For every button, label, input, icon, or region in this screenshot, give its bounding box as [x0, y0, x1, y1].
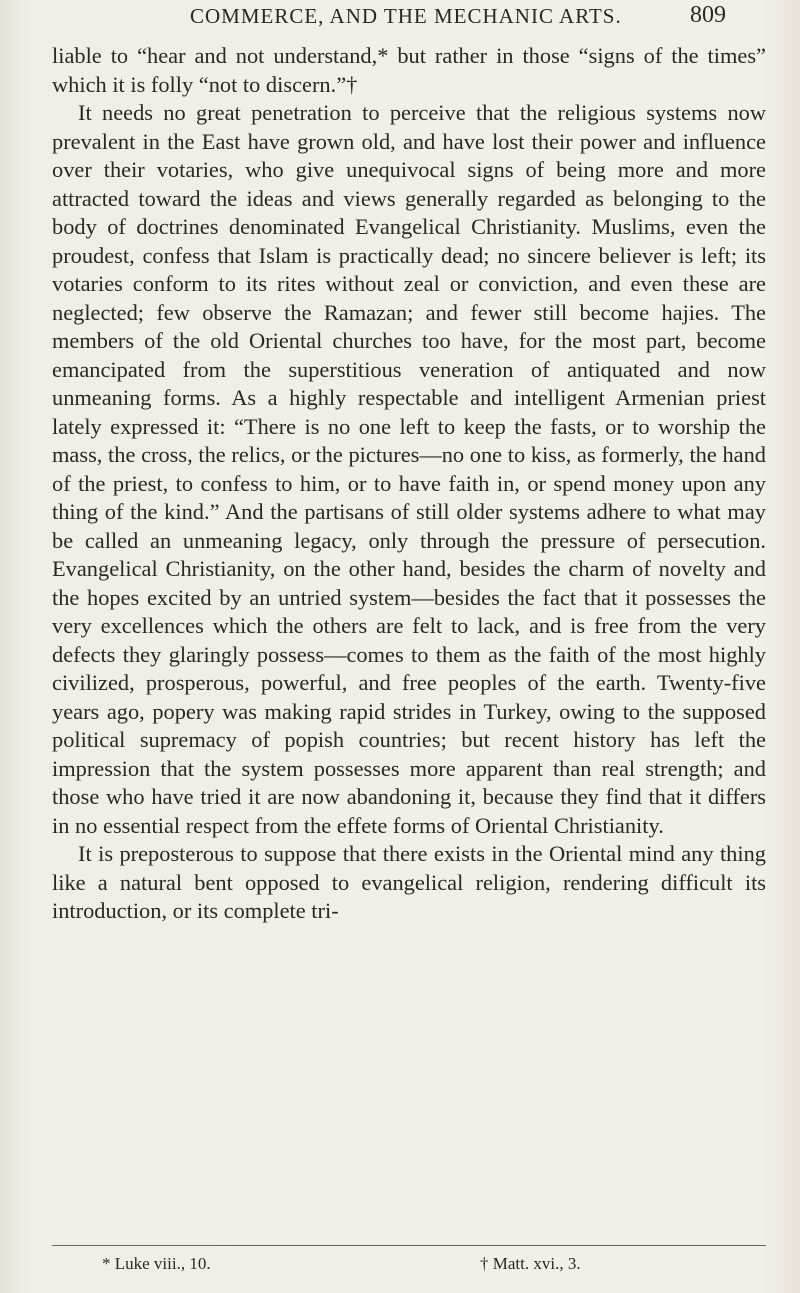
footnote-matthew: † Matt. xvi., 3.	[480, 1254, 581, 1273]
paragraph-eastern-religions: It needs no great penetration to perceive that the religious systems now prevalent in the East have grown old, and have lost their power and influence over their votaries, who give unequivocal signs of being more and more attracted toward the ideas and views generally regarded as belonging to the body of doctrines denominated Evangelical Christianity. Muslims, even the proudest, confess that Islam is practically dead; no sincere believer is left; its votaries conform to its rites without zeal or conviction, and even these are neglected; few observe the Ramazan; and fewer still become hajies. The members of the old Oriental churches too have, for the most part, become emancipated from the superstitious veneration of antiquated and now unmeaning forms. As a highly respectable and intelligent Armenian priest lately expressed it: “There is no one left to keep the fasts, or to worship the mass, the cross, the relics, or the pictures—no one to kiss, as formerly, the hand of the priest, to confess to him, or to have faith in, or spend money upon any thing of the kind.” And the partisans of still older systems adhere to what may be called an unmeaning legacy, only through the pressure of persecution. Evangelical Christianity, on the other hand, besides the charm of novelty and the hopes excited by an untried system—besides the fact that it possesses the very excellences which the others are felt to lack, and is free from the very defects they glaringly possess—comes to them as the faith of the most highly civilized, prosperous, powerful, and free peoples of the earth. Twenty-five years ago, popery was making rapid strides in Turkey, owing to the supposed political supremacy of popish countries; but recent history has left the impression that the system possesses more apparent than real strength; and those who have tried it are now abandoning it, because they find that it differs in no essential respect from the effete forms of Oriental Christianity.	[52, 100, 766, 838]
running-head: COMMERCE, AND THE MECHANIC ARTS.	[190, 4, 622, 28]
page-number: 809	[690, 2, 726, 28]
footnotes	[52, 1254, 766, 1278]
paragraph-oriental-mind: It is preposterous to suppose that there exists in the Oriental mind any thing like a natural bent opposed to evangelical religion, rendering difficult its introduction, or its complete tri-	[52, 841, 766, 923]
footnote-divider	[52, 1245, 766, 1246]
body-text	[52, 42, 766, 926]
paragraph-continuation: liable to “hear and not understand,* but rather in those “signs of the times” which it is folly “not to discern.”†	[52, 43, 766, 97]
footnote-luke: * Luke viii., 10.	[102, 1254, 211, 1273]
